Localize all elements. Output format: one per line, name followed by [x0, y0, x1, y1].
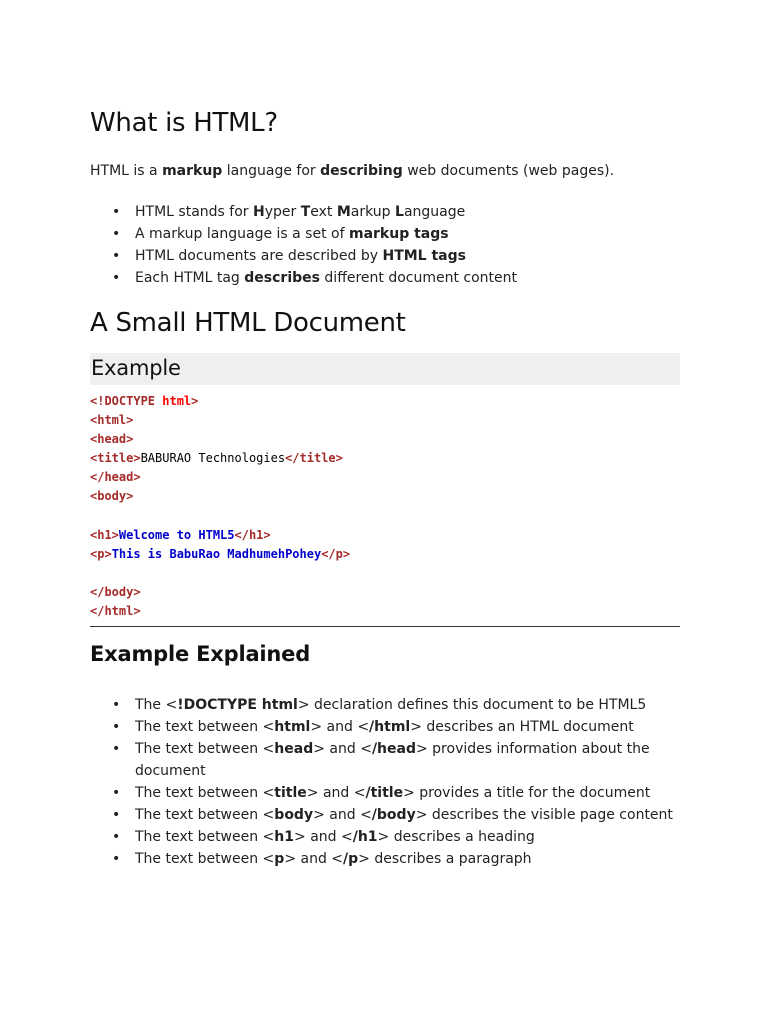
list-item: • HTML documents are described by HTML tags: [90, 245, 680, 267]
intro-bold-markup: markup: [162, 163, 223, 179]
intro-text-3: web documents (web pages).: [402, 163, 615, 179]
list-item: • The text between <head> and </head> provides information about the document: [90, 738, 680, 782]
intro-text-1: HTML is a: [90, 163, 163, 179]
intro-bold-describing: describing: [320, 163, 403, 179]
code-line: <head>: [90, 432, 134, 447]
list-item: • The text between <p> and </p> describes a paragraph: [90, 848, 680, 870]
intro-paragraph: [90, 163, 614, 179]
intro-text-2: language for: [222, 163, 321, 179]
example-header-bar: [90, 353, 680, 385]
code-line-blank: [90, 564, 680, 583]
list-item: • The text between <h1> and </h1> describes a heading: [90, 826, 680, 848]
page-title: What is HTML?: [90, 108, 278, 138]
section-title-example-explained: Example Explained: [90, 642, 311, 666]
list-item: • A markup language is a set of markup tags: [90, 223, 680, 245]
explained-bullet-list: [90, 694, 680, 870]
list-item: • The text between <body> and </body> describes the visible page content: [90, 804, 680, 826]
list-item: • The text between <html> and </html> describes an HTML document: [90, 716, 680, 738]
list-item: • Each HTML tag describes different document content: [90, 267, 680, 289]
code-line: <h1>Welcome to HTML5</h1>: [90, 527, 271, 542]
code-line: <title>BABURAO Technologies</title>: [90, 451, 343, 466]
code-line: <p>This is BabuRao MadhumehPohey</p>: [90, 546, 351, 561]
divider: [90, 626, 680, 627]
intro-bullet-list: [90, 201, 680, 289]
section-title-small-document: A Small HTML Document: [90, 308, 406, 338]
code-line: <body>: [90, 489, 134, 504]
code-line: <!DOCTYPE html>: [90, 394, 199, 408]
code-line: <html>: [90, 413, 134, 428]
code-line-blank: [90, 507, 680, 526]
code-line: </body>: [90, 584, 141, 599]
example-label: Example: [91, 356, 181, 380]
list-item: • The <!DOCTYPE html> declaration defines this document to be HTML5: [90, 694, 680, 716]
list-item: • HTML stands for Hyper Text Markup Language: [90, 201, 680, 223]
code-line: </html>: [90, 604, 141, 619]
code-example-block: [90, 392, 680, 621]
list-item: • The text between <title> and </title> provides a title for the document: [90, 782, 680, 804]
code-line: </head>: [90, 470, 141, 485]
